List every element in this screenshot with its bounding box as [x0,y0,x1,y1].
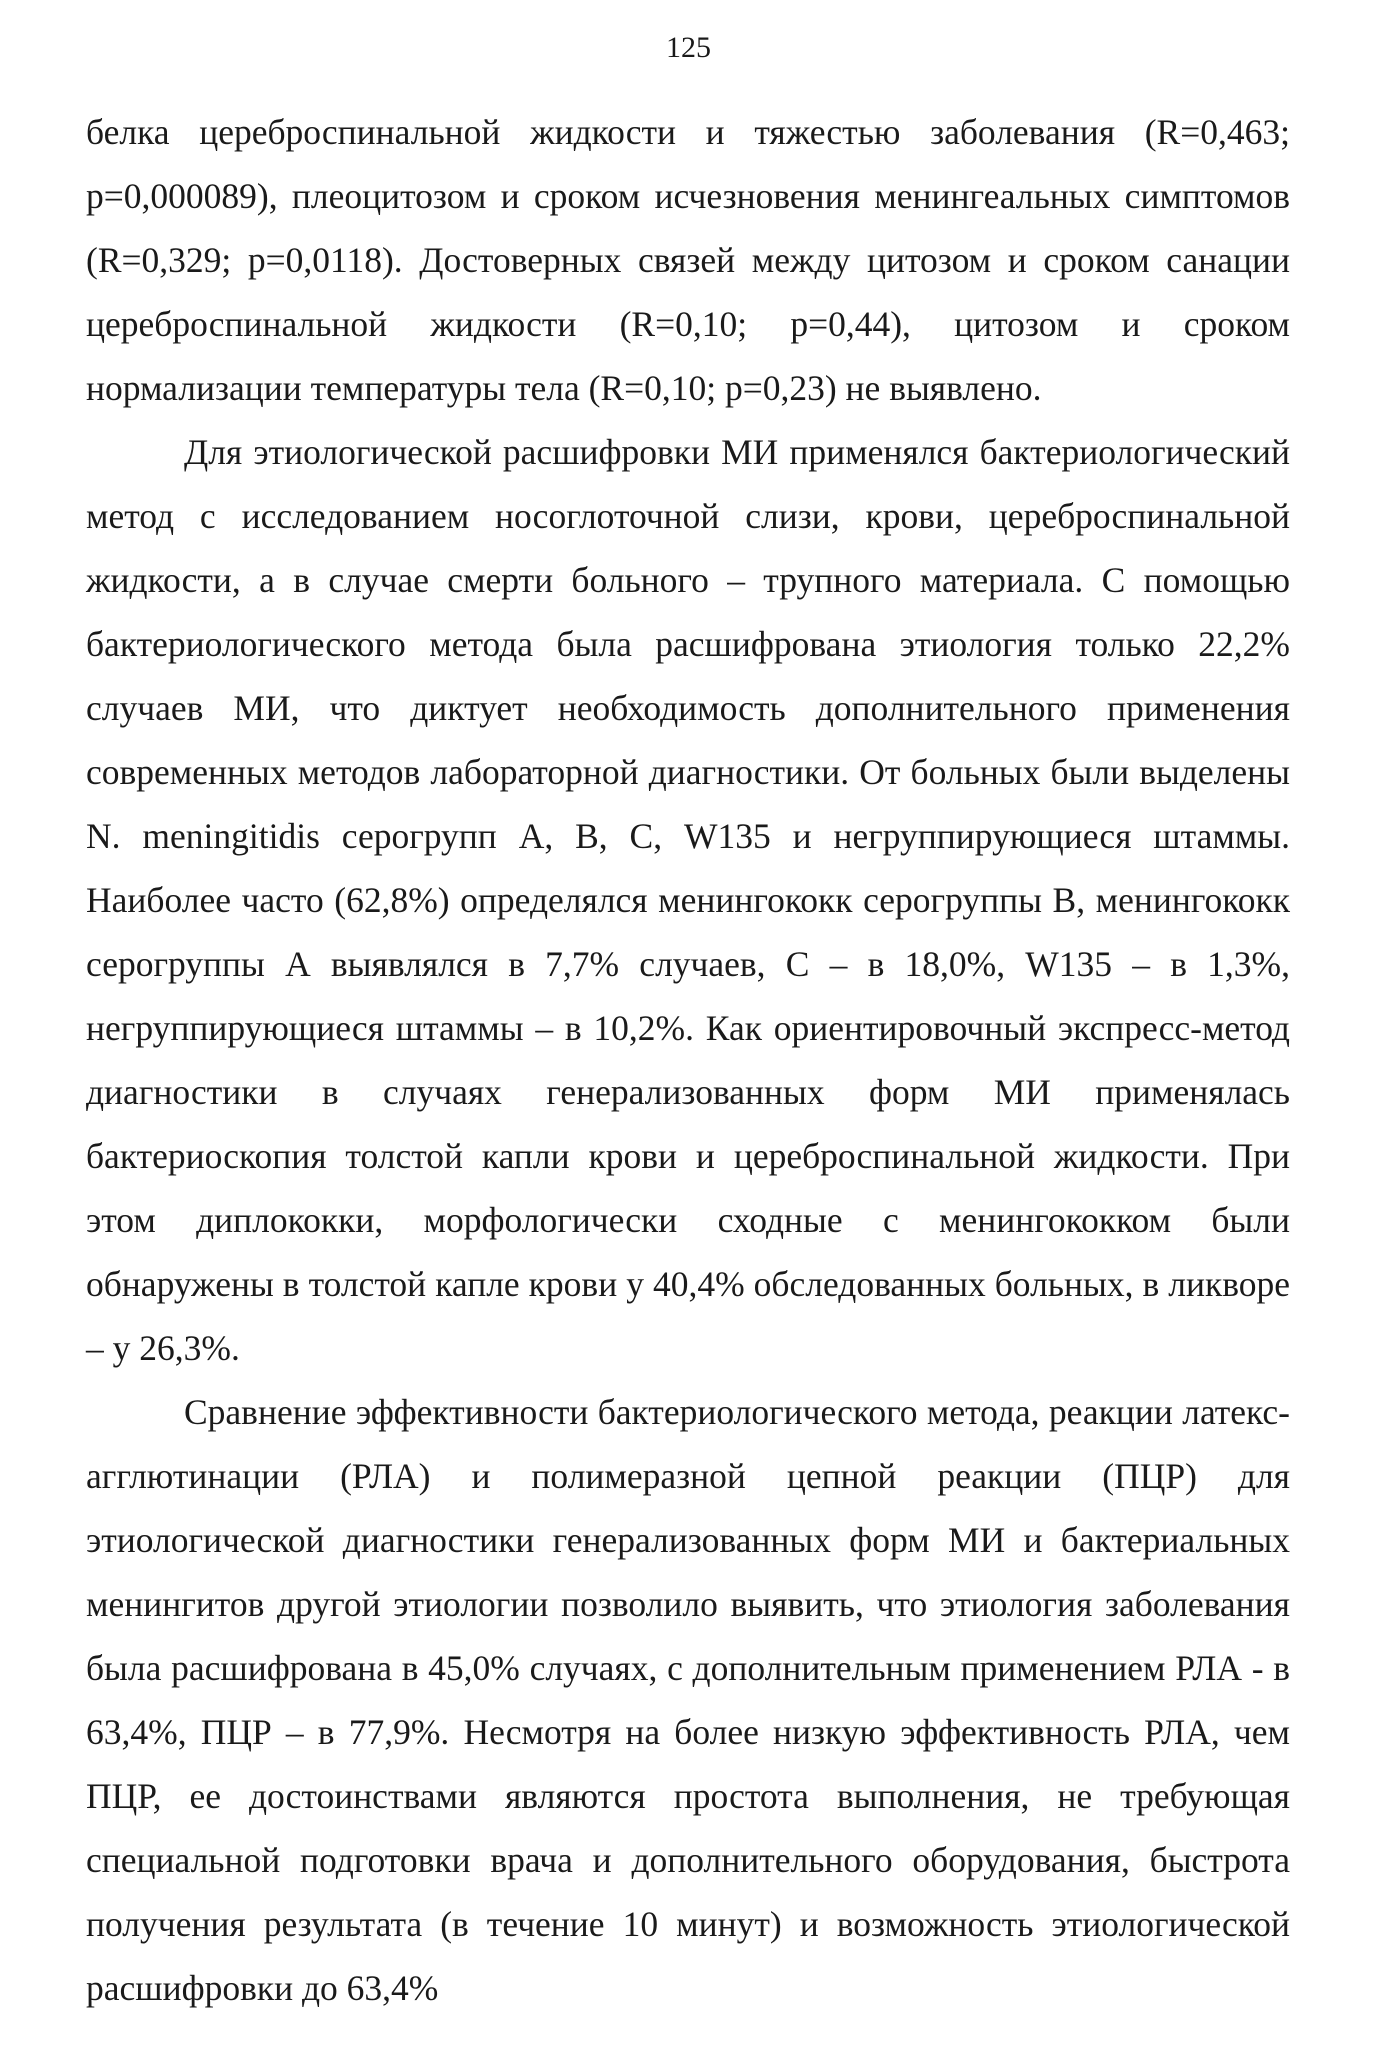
paragraph-continuation: белка цереброспинальной жидкости и тяжестью заболевания (R=0,463; p=0,000089), плеоцитозом и сроком исчезновения менингеальных симптомов (R=0,329; p=0,0118). Достоверных связей между цитозом и сроком санации цереброспинальной жидкости (R=0,10; p=0,44), цитозом и сроком нормализации температуры тела (R=0,10; p=0,23) не выявлено. [86,112,1290,408]
body-text [86,100,1290,2020]
page-number: 125 [666,31,711,64]
paragraph-etiology-bacteriology: Для этиологической расшифровки МИ применялся бактериологический метод с исследованием носоглоточной слизи, крови, цереброспинальной жидкости, а в случае смерти больного – трупного материала. С помощью бактериологического метода была расшифрована этиология только 22,2% случаев МИ, что диктует необходимость дополнительного применения современных методов лабораторной диагностики. От больных были выделены N. meningitidis серогрупп А, В, С, W135 и негруппирующиеся штаммы. Наиболее часто (62,8%) определялся менингококк серогруппы В, менингококк серогруппы А выявлялся в 7,7% случаев, С – в 18,0%, W135 – в 1,3%, негруппирующиеся штаммы – в 10,2%. Как ориентировочный экспресс-метод диагностики в случаях генерализованных форм МИ применялась бактериоскопия толстой капли крови и цереброспинальной жидкости. При этом диплококки, морфологически сходные с менингококком были обнаружены в толстой капле крови у 40,4% обследованных больных, в ликворе – у 26,3%. [86,432,1290,1368]
paragraph-method-comparison: Сравнение эффективности бактериологического метода, реакции латекс-агглютинации (РЛА) и полимеразной цепной реакции (ПЦР) для этиологической диагностики генерализованных форм МИ и бактериальных менингитов другой этиологии позволило выявить, что этиология заболевания была расшифрована в 45,0% случаях, с дополнительным применением РЛА - в 63,4%, ПЦР – в 77,9%. Несмотря на более низкую эффективность РЛА, чем ПЦР, ее достоинствами являются простота выполнения, не требующая специальной подготовки врача и дополнительного оборудования, быстрота получения результата (в течение 10 минут) и возможность этиологической расшифровки до 63,4% [86,1392,1290,2008]
